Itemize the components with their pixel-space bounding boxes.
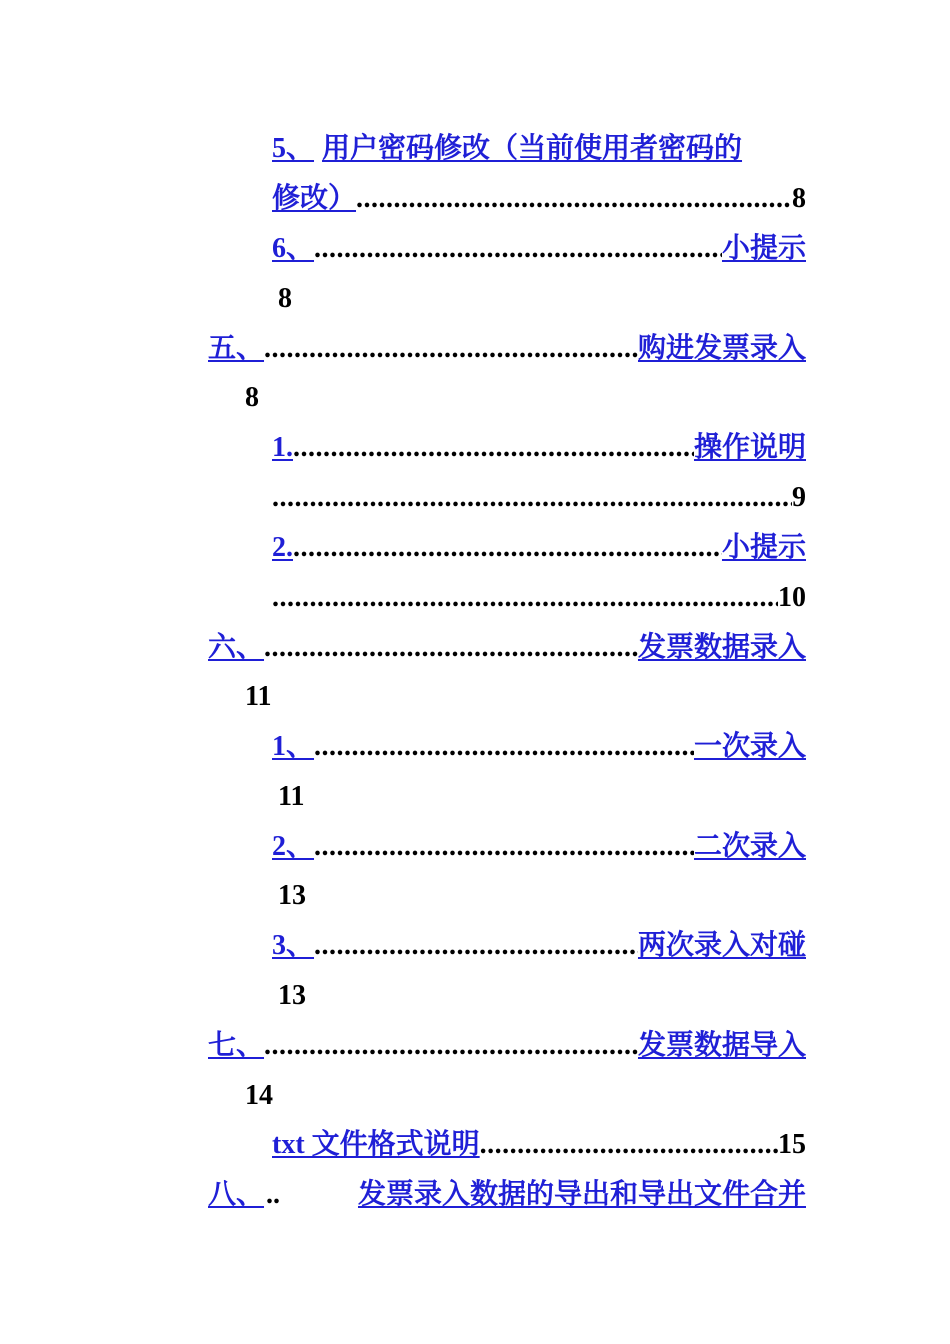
toc-entry-1-operation[interactable] — [272, 428, 806, 468]
toc-entry-6[interactable] — [272, 229, 806, 269]
toc-entry-2-tips[interactable] — [272, 528, 806, 568]
toc-entry-number[interactable]: 6、 — [272, 233, 315, 264]
toc-entry-title[interactable]: 小提示 — [721, 233, 806, 264]
toc-section-8[interactable] — [208, 1175, 806, 1215]
toc-page-number: 15 — [778, 1129, 806, 1160]
toc-leader-dots — [264, 628, 638, 668]
toc-entry-number[interactable]: 1. — [272, 432, 293, 463]
toc-page-number: 13 — [278, 880, 306, 911]
toc-section-title[interactable]: 发票数据录入 — [637, 632, 806, 663]
toc-section-title[interactable]: 购进发票录入 — [637, 333, 806, 364]
toc-entry-title[interactable]: 用户密码修改（当前使用者密码的 — [322, 133, 743, 164]
toc-entry-number[interactable]: 2、 — [272, 831, 315, 862]
toc-section-title[interactable]: 发票数据导入 — [637, 1030, 806, 1061]
toc-entry-5-line2[interactable] — [272, 179, 806, 219]
toc-entry-number[interactable]: 1、 — [272, 731, 315, 762]
toc-page-number: 9 — [792, 482, 806, 513]
toc-entry-first-input[interactable] — [272, 727, 806, 767]
toc-entry-number[interactable]: 5、 — [272, 133, 315, 164]
toc-page-number: 13 — [278, 980, 306, 1011]
toc-leader-dots — [314, 727, 694, 767]
toc-leader-dots — [356, 179, 792, 219]
toc-entry-txt-format[interactable] — [272, 1125, 806, 1165]
toc-section-number[interactable]: 八、 — [208, 1179, 265, 1210]
toc-entry-compare-inputs[interactable] — [272, 926, 806, 966]
toc-entry-title[interactable]: 小提示 — [721, 532, 806, 563]
toc-leader-dots — [272, 578, 778, 618]
toc-entry-number[interactable]: 2. — [272, 532, 293, 563]
toc-leader-dots — [314, 926, 638, 966]
toc-entry-title[interactable]: 二次录入 — [693, 831, 806, 862]
toc-leader-dots — [293, 528, 722, 568]
toc-page-number: 8 — [278, 283, 292, 314]
toc-entry-second-input[interactable] — [272, 827, 806, 867]
toc-page-number: 11 — [245, 681, 272, 712]
toc-leader-dots — [293, 428, 694, 468]
toc-leader-dots — [314, 827, 694, 867]
toc-leader-dots — [480, 1125, 778, 1165]
toc-page-number: 8 — [245, 382, 259, 413]
toc-section-6[interactable] — [208, 628, 806, 668]
toc-entry-number[interactable]: 3、 — [272, 930, 315, 961]
toc-leader-dots — [264, 1026, 638, 1066]
toc-section-7[interactable] — [208, 1026, 806, 1066]
toc-section-number[interactable]: 六、 — [208, 632, 265, 663]
toc-page-number: 14 — [245, 1080, 273, 1111]
toc-entry-title[interactable]: 一次录入 — [693, 731, 806, 762]
toc-page-number: 11 — [278, 781, 305, 812]
toc-leader-dots — [272, 478, 792, 518]
toc-section-number[interactable]: 五、 — [208, 333, 265, 364]
toc-entry-1-page-line — [272, 478, 806, 518]
toc-page-number: 10 — [778, 582, 806, 613]
toc-section-5[interactable] — [208, 329, 806, 369]
toc-section-title[interactable]: 发票录入数据的导出和导出文件合并 — [357, 1179, 806, 1210]
toc-leader-dots — [314, 229, 722, 269]
toc-section-number[interactable]: 七、 — [208, 1030, 265, 1061]
toc-entry-title[interactable]: txt 文件格式说明 — [272, 1129, 480, 1160]
toc-entry-5-line1[interactable] — [272, 129, 806, 169]
toc-entry-2-page-line — [272, 578, 806, 618]
toc-page-number: 8 — [792, 183, 806, 214]
toc-leader-dots: .. — [266, 1179, 281, 1210]
toc-entry-title[interactable]: 操作说明 — [693, 432, 806, 463]
toc-entry-title[interactable]: 两次录入对碰 — [637, 930, 806, 961]
toc-entry-title[interactable]: 修改） — [272, 183, 357, 214]
toc-leader-dots — [264, 329, 638, 369]
